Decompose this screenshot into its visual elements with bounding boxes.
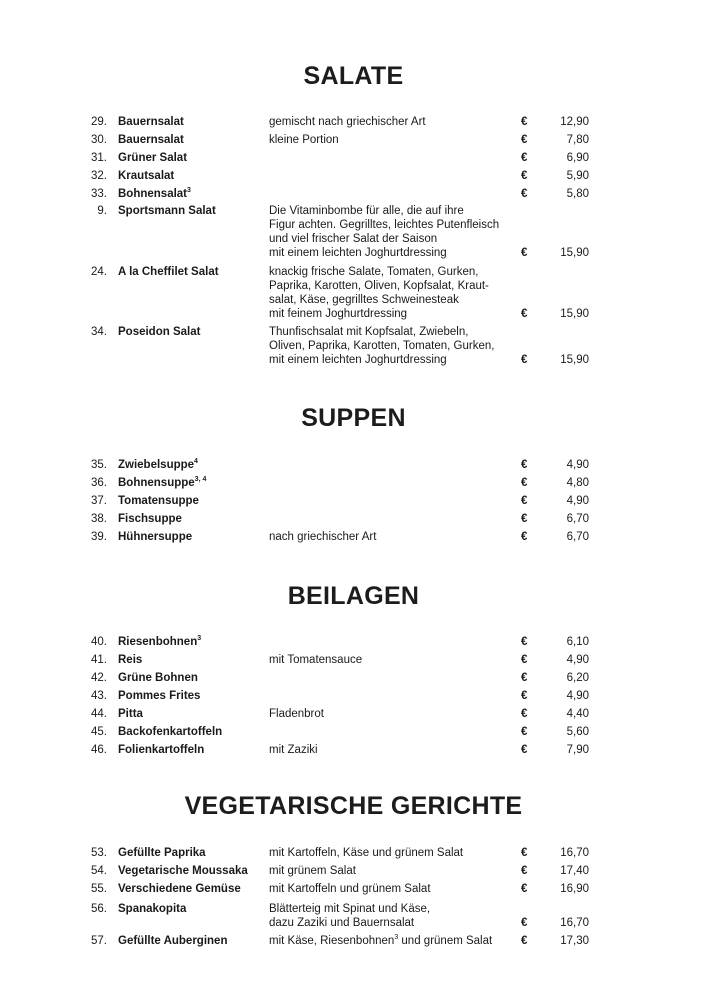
section-title: BEILAGEN — [287, 582, 420, 610]
item-name-text: Bohnensuppe — [118, 477, 195, 489]
description-line: mit Zaziki — [269, 744, 318, 756]
item-description — [269, 265, 519, 321]
description-line: gemischt nach griechischer Art — [269, 116, 426, 128]
description-line: Paprika, Karotten, Oliven, Kopfsalat, Kraut- — [269, 280, 489, 292]
currency-symbol: € — [521, 531, 528, 543]
item-price: 6,90 — [566, 152, 589, 164]
item-name-text: Bauernsalat — [118, 116, 184, 128]
item-price: 15,90 — [560, 308, 589, 320]
item-number: 31. — [91, 152, 107, 164]
item-number: 40. — [91, 636, 107, 648]
item-name — [118, 325, 200, 339]
item-number: 43. — [91, 690, 107, 702]
allergen-footnote: 3, 4 — [194, 476, 207, 484]
item-name-text: Zwiebelsuppe — [118, 459, 195, 471]
item-name — [118, 934, 227, 948]
description-line: Blätterteig mit Spinat und Käse, — [269, 903, 431, 915]
item-price: 12,90 — [560, 116, 589, 128]
item-description — [269, 133, 519, 147]
item-name — [118, 846, 206, 860]
section-title: VEGETARISCHE GERICHTE — [184, 792, 523, 820]
item-price: 4,40 — [566, 708, 589, 720]
item-price: 6,20 — [566, 672, 589, 684]
description-line: Oliven, Paprika, Karotten, Tomaten, Gurken, — [269, 340, 495, 352]
item-price: 16,70 — [560, 847, 589, 859]
item-description — [269, 934, 519, 948]
item-name-text: Grüner Salat — [118, 152, 188, 164]
description-text: mit Käse, Riesenbohnen — [269, 935, 395, 947]
description-line: mit feinem Joghurtdressing — [269, 308, 408, 320]
item-name — [118, 882, 241, 896]
item-description — [269, 846, 519, 860]
description-line: dazu Zaziki und Bauernsalat — [269, 917, 415, 929]
item-description — [269, 530, 519, 544]
item-number: 57. — [91, 935, 107, 947]
item-price: 5,80 — [566, 188, 589, 200]
currency-symbol: € — [521, 134, 528, 146]
item-price: 4,90 — [566, 654, 589, 666]
currency-symbol: € — [521, 152, 528, 164]
description-line: mit Kartoffeln und grünem Salat — [269, 883, 431, 895]
item-name-text: Grüne Bohnen — [118, 672, 198, 684]
item-name — [118, 530, 192, 544]
currency-symbol: € — [521, 308, 528, 320]
allergen-footnote: 3 — [187, 187, 191, 195]
currency-symbol: € — [521, 708, 528, 720]
description-line: nach griechischer Art — [269, 531, 377, 543]
item-price: 17,30 — [560, 935, 589, 947]
item-number: 9. — [97, 205, 107, 217]
allergen-footnote: 4 — [194, 458, 198, 466]
item-price: 7,80 — [566, 134, 589, 146]
item-name-text: Pommes Frites — [118, 690, 201, 702]
item-price: 4,90 — [566, 495, 589, 507]
currency-symbol: € — [521, 513, 528, 525]
item-number: 42. — [91, 672, 107, 684]
item-number: 53. — [91, 847, 107, 859]
item-name — [118, 725, 222, 739]
description-line — [269, 934, 519, 948]
currency-symbol: € — [521, 847, 528, 859]
item-price: 15,90 — [560, 354, 589, 366]
item-name — [118, 476, 206, 490]
currency-symbol: € — [521, 672, 528, 684]
item-name — [118, 204, 216, 218]
item-description — [269, 864, 519, 878]
currency-symbol: € — [521, 636, 528, 648]
item-price: 6,70 — [566, 513, 589, 525]
item-number: 44. — [91, 708, 107, 720]
currency-symbol: € — [521, 170, 528, 182]
description-line: knackig frische Salate, Tomaten, Gurken, — [269, 266, 479, 278]
item-name-text: Riesenbohnen — [118, 636, 198, 648]
item-number: 30. — [91, 134, 107, 146]
item-name — [118, 689, 200, 703]
currency-symbol: € — [521, 459, 528, 471]
currency-symbol: € — [521, 495, 528, 507]
item-price: 4,80 — [566, 477, 589, 489]
description-line: Die Vitaminbombe für alle, die auf ihre — [269, 205, 464, 217]
item-price: 16,70 — [560, 917, 589, 929]
currency-symbol: € — [521, 865, 528, 877]
description-line: und viel frischer Salat der Saison — [269, 233, 438, 245]
item-number: 45. — [91, 726, 107, 738]
item-number: 38. — [91, 513, 107, 525]
description-line: Figur achten. Gegrilltes, leichtes Putenfleisch — [269, 219, 500, 231]
description-line: mit einem leichten Joghurtdressing — [269, 247, 447, 259]
item-number: 36. — [91, 477, 107, 489]
item-name-text: Bohnensalat — [118, 188, 188, 200]
item-number: 56. — [91, 903, 107, 915]
description-line: mit grünem Salat — [269, 865, 356, 877]
item-name-text: Gefüllte Paprika — [118, 847, 206, 859]
item-price: 17,40 — [560, 865, 589, 877]
currency-symbol: € — [521, 654, 528, 666]
currency-symbol: € — [521, 935, 528, 947]
currency-symbol: € — [521, 883, 528, 895]
item-name-text: Gefüllte Auberginen — [118, 935, 228, 947]
item-name-text: Tomatensuppe — [118, 495, 199, 507]
item-name-text: Fischsuppe — [118, 513, 182, 525]
section-title: SALATE — [303, 62, 404, 90]
description-line: Thunfischsalat mit Kopfsalat, Zwiebeln, — [269, 326, 469, 338]
item-name — [118, 902, 186, 916]
item-name — [118, 707, 143, 721]
item-name-text: Pitta — [118, 708, 143, 720]
item-price: 6,70 — [566, 531, 589, 543]
item-price: 6,10 — [566, 636, 589, 648]
item-name-text: Spanakopita — [118, 903, 187, 915]
item-name-text: Krautsalat — [118, 170, 175, 182]
item-name — [118, 458, 198, 472]
item-name — [118, 671, 198, 685]
item-description — [269, 902, 519, 930]
item-price: 5,60 — [566, 726, 589, 738]
item-name — [118, 115, 184, 129]
item-description — [269, 204, 519, 260]
item-name — [118, 265, 219, 279]
description-line: mit Kartoffeln, Käse und grünem Salat — [269, 847, 464, 859]
item-name — [118, 187, 191, 201]
item-number: 33. — [91, 188, 107, 200]
item-name-text: Folienkartoffeln — [118, 744, 205, 756]
item-name-text: Poseidon Salat — [118, 326, 201, 338]
item-name-text: Sportsmann Salat — [118, 205, 216, 217]
item-name-text: Reis — [118, 654, 143, 666]
item-name-text: A la Cheffilet Salat — [118, 266, 219, 278]
item-number: 55. — [91, 883, 107, 895]
section-title: SUPPEN — [301, 404, 406, 432]
item-number: 24. — [91, 266, 107, 278]
item-number: 34. — [91, 326, 107, 338]
item-number: 54. — [91, 865, 107, 877]
currency-symbol: € — [521, 690, 528, 702]
item-name-text: Hühnersuppe — [118, 531, 193, 543]
item-name-text: Backofenkartoffeln — [118, 726, 223, 738]
item-number: 39. — [91, 531, 107, 543]
description-text: und grünem Salat — [398, 935, 493, 947]
item-name — [118, 653, 142, 667]
item-price: 4,90 — [566, 690, 589, 702]
item-name — [118, 133, 184, 147]
item-description — [269, 653, 519, 667]
item-price: 16,90 — [560, 883, 589, 895]
item-description — [269, 115, 519, 129]
item-name — [118, 635, 201, 649]
item-name-text: Vegetarische Moussaka — [118, 865, 248, 877]
item-number: 32. — [91, 170, 107, 182]
currency-symbol: € — [521, 116, 528, 128]
allergen-footnote: 3 — [394, 934, 399, 942]
item-name-text: Bauernsalat — [118, 134, 184, 146]
item-description — [269, 743, 519, 757]
currency-symbol: € — [521, 188, 528, 200]
item-price: 4,90 — [566, 459, 589, 471]
currency-symbol: € — [521, 477, 528, 489]
item-number: 37. — [91, 495, 107, 507]
currency-symbol: € — [521, 917, 528, 929]
item-name — [118, 151, 187, 165]
item-description — [269, 325, 519, 367]
item-name-text: Verschiedene Gemüse — [118, 883, 241, 895]
item-price: 5,90 — [566, 170, 589, 182]
description-line: Fladenbrot — [269, 708, 324, 720]
item-name — [118, 864, 248, 878]
item-number: 35. — [91, 459, 107, 471]
item-name — [118, 743, 204, 757]
description-line: kleine Portion — [269, 134, 339, 146]
allergen-footnote: 3 — [197, 635, 202, 643]
description-line: mit Tomatensauce — [269, 654, 363, 666]
item-number: 29. — [91, 116, 107, 128]
currency-symbol: € — [521, 726, 528, 738]
item-price: 7,90 — [566, 744, 589, 756]
item-name — [118, 512, 182, 526]
item-number: 46. — [91, 744, 107, 756]
currency-symbol: € — [521, 744, 528, 756]
description-line: salat, Käse, gegrilltes Schweinesteak — [269, 294, 459, 306]
currency-symbol: € — [521, 247, 528, 259]
item-number: 41. — [91, 654, 107, 666]
item-price: 15,90 — [560, 247, 589, 259]
item-description — [269, 707, 519, 721]
item-description — [269, 882, 519, 896]
item-name — [118, 169, 174, 183]
item-name — [118, 494, 199, 508]
currency-symbol: € — [521, 354, 528, 366]
description-line: mit einem leichten Joghurtdressing — [269, 354, 447, 366]
